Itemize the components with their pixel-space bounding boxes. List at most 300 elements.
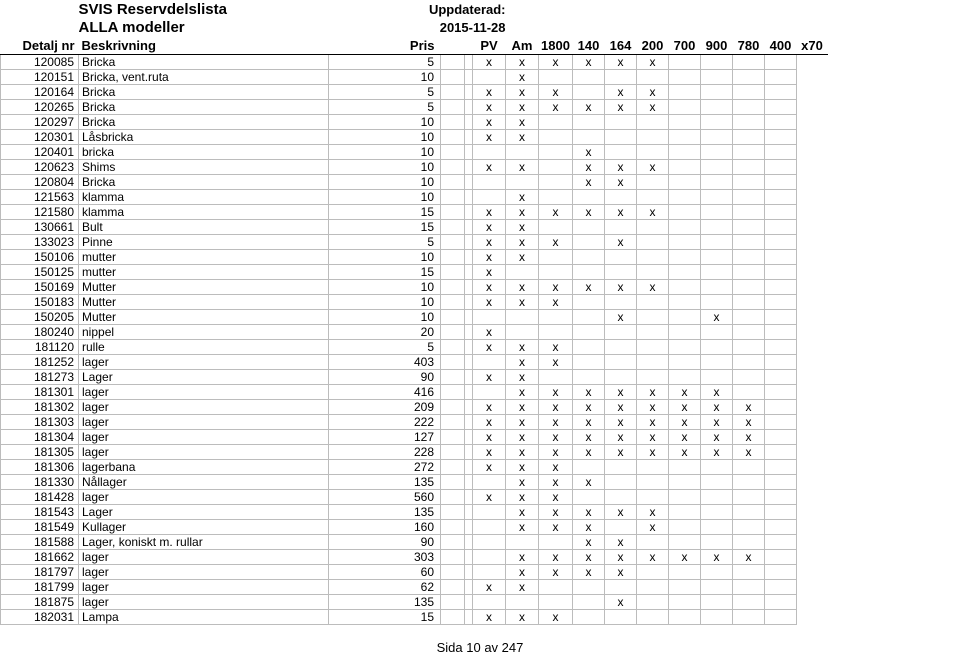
spacer-cell [441, 265, 465, 280]
model-mark-cell [765, 220, 797, 235]
model-mark-cell: x [473, 265, 506, 280]
table-row [1, 100, 858, 115]
model-mark-cell: x [473, 115, 506, 130]
model-mark-cell: x [573, 565, 605, 580]
model-mark-cell [701, 535, 733, 550]
spacer-cell [441, 115, 465, 130]
model-mark-cell [669, 610, 701, 625]
model-mark-cell [701, 265, 733, 280]
model-mark-cell: x [573, 100, 605, 115]
model-mark-cell: x [473, 130, 506, 145]
model-mark-cell [669, 355, 701, 370]
table-row [1, 130, 858, 145]
model-mark-cell: x [473, 370, 506, 385]
model-mark-cell: x [573, 475, 605, 490]
model-mark-cell [669, 100, 701, 115]
model-mark-cell [573, 70, 605, 85]
spacer-cell [465, 190, 473, 205]
model-mark-cell: x [637, 505, 669, 520]
model-mark-cell [669, 85, 701, 100]
model-mark-cell [669, 160, 701, 175]
model-mark-cell [733, 100, 765, 115]
model-mark-cell [765, 205, 797, 220]
model-mark-cell [701, 325, 733, 340]
model-mark-cell [701, 355, 733, 370]
model-mark-cell [605, 325, 637, 340]
table-body [1, 55, 858, 625]
description-cell: lager [79, 490, 329, 505]
spacer-cell [441, 355, 465, 370]
spacer-cell [441, 520, 465, 535]
spacer-cell [465, 100, 473, 115]
model-mark-cell [733, 250, 765, 265]
model-mark-cell [669, 325, 701, 340]
spacer-cell [441, 460, 465, 475]
model-mark-cell [637, 130, 669, 145]
model-mark-cell: x [473, 295, 506, 310]
model-mark-cell [669, 565, 701, 580]
model-mark-cell: x [733, 550, 765, 565]
description-cell: Bricka [79, 55, 329, 70]
model-mark-cell [637, 490, 669, 505]
part-number-cell: 181543 [1, 505, 79, 520]
model-mark-cell [669, 145, 701, 160]
model-mark-cell [701, 85, 733, 100]
model-mark-cell [605, 115, 637, 130]
model-mark-cell: x [473, 445, 506, 460]
model-mark-cell [765, 415, 797, 430]
model-mark-cell [669, 205, 701, 220]
spacer-cell [441, 400, 465, 415]
table-row [1, 325, 858, 340]
spacer-cell [441, 550, 465, 565]
description-cell: Lampa [79, 610, 329, 625]
model-mark-cell: x [605, 385, 637, 400]
model-mark-cell: x [669, 385, 701, 400]
part-number-cell: 120623 [1, 160, 79, 175]
model-mark-cell [539, 370, 573, 385]
price-cell: 62 [329, 580, 441, 595]
spacer-cell [465, 535, 473, 550]
model-mark-cell [765, 85, 797, 100]
description-cell: nippel [79, 325, 329, 340]
model-mark-cell: x [473, 490, 506, 505]
spacer-cell [465, 340, 473, 355]
model-mark-cell: x [506, 565, 539, 580]
part-number-cell: 150205 [1, 310, 79, 325]
spacer-cell [441, 130, 465, 145]
model-mark-cell [733, 340, 765, 355]
model-mark-cell: x [605, 400, 637, 415]
description-cell: lager [79, 400, 329, 415]
model-mark-cell: x [473, 280, 506, 295]
description-cell: lager [79, 355, 329, 370]
description-cell: lager [79, 430, 329, 445]
model-mark-cell [669, 370, 701, 385]
price-cell: 15 [329, 220, 441, 235]
part-number-cell: 181428 [1, 490, 79, 505]
price-cell: 90 [329, 535, 441, 550]
model-mark-cell [701, 460, 733, 475]
price-cell: 5 [329, 85, 441, 100]
description-cell: Lager, koniskt m. rullar [79, 535, 329, 550]
model-mark-cell: x [605, 205, 637, 220]
model-mark-cell [473, 520, 506, 535]
model-mark-cell [473, 145, 506, 160]
col-header-x70: x70 [797, 36, 828, 55]
model-mark-cell [765, 445, 797, 460]
model-mark-cell: x [573, 175, 605, 190]
model-mark-cell [733, 385, 765, 400]
spacer-cell [465, 475, 473, 490]
model-mark-cell [637, 580, 669, 595]
model-mark-cell [733, 310, 765, 325]
part-number-cell: 181252 [1, 355, 79, 370]
model-mark-cell [733, 205, 765, 220]
model-mark-cell: x [539, 235, 573, 250]
model-mark-cell [573, 595, 605, 610]
description-cell: klamma [79, 205, 329, 220]
model-mark-cell [573, 460, 605, 475]
model-mark-cell: x [573, 505, 605, 520]
model-mark-cell [669, 235, 701, 250]
price-cell: 60 [329, 565, 441, 580]
model-mark-cell [765, 115, 797, 130]
model-mark-cell [733, 460, 765, 475]
table-row [1, 310, 858, 325]
model-mark-cell [765, 565, 797, 580]
spacer-cell [465, 115, 473, 130]
model-mark-cell: x [637, 205, 669, 220]
model-mark-cell: x [637, 385, 669, 400]
model-mark-cell: x [733, 430, 765, 445]
table-row [1, 460, 858, 475]
table-row [1, 370, 858, 385]
description-cell: Nållager [79, 475, 329, 490]
model-mark-cell [701, 340, 733, 355]
table-row [1, 580, 858, 595]
table-row [1, 190, 858, 205]
model-mark-cell: x [473, 460, 506, 475]
model-mark-cell: x [701, 310, 733, 325]
model-mark-cell [733, 70, 765, 85]
model-mark-cell [701, 370, 733, 385]
table-row [1, 400, 858, 415]
model-mark-cell [539, 325, 573, 340]
model-mark-cell: x [637, 430, 669, 445]
part-number-cell: 181273 [1, 370, 79, 385]
model-mark-cell [765, 430, 797, 445]
model-mark-cell [733, 580, 765, 595]
model-mark-cell [765, 295, 797, 310]
model-mark-cell [701, 475, 733, 490]
model-mark-cell: x [506, 430, 539, 445]
table-row [1, 160, 858, 175]
model-mark-cell [669, 340, 701, 355]
table-row [1, 295, 858, 310]
spacer-cell [441, 55, 465, 70]
model-mark-cell: x [506, 100, 539, 115]
model-mark-cell: x [506, 355, 539, 370]
model-mark-cell [765, 145, 797, 160]
model-mark-cell [765, 610, 797, 625]
model-mark-cell [733, 535, 765, 550]
model-mark-cell [669, 115, 701, 130]
model-mark-cell [733, 610, 765, 625]
model-mark-cell: x [539, 460, 573, 475]
spacer-cell [441, 310, 465, 325]
model-mark-cell [701, 190, 733, 205]
model-mark-cell: x [473, 580, 506, 595]
model-mark-cell: x [539, 205, 573, 220]
price-cell: 560 [329, 490, 441, 505]
model-mark-cell: x [506, 370, 539, 385]
description-cell: lager [79, 595, 329, 610]
model-mark-cell [733, 190, 765, 205]
part-number-cell: 120297 [1, 115, 79, 130]
table-row [1, 595, 858, 610]
model-mark-cell [637, 310, 669, 325]
model-mark-cell: x [539, 355, 573, 370]
model-mark-cell [733, 325, 765, 340]
model-mark-cell [605, 520, 637, 535]
spacer-cell [441, 160, 465, 175]
part-number-cell: 130661 [1, 220, 79, 235]
model-mark-cell: x [573, 55, 605, 70]
model-mark-cell: x [605, 85, 637, 100]
description-cell: mutter [79, 265, 329, 280]
spacer-cell [465, 355, 473, 370]
model-mark-cell [637, 190, 669, 205]
model-mark-cell [605, 220, 637, 235]
col-header-pris: Pris [329, 36, 441, 55]
model-mark-cell: x [473, 430, 506, 445]
spacer-cell [465, 175, 473, 190]
model-mark-cell [733, 115, 765, 130]
model-mark-cell [473, 475, 506, 490]
description-cell: Bricka [79, 175, 329, 190]
model-mark-cell: x [506, 70, 539, 85]
table-row [1, 220, 858, 235]
table-row [1, 550, 858, 565]
model-mark-cell [573, 85, 605, 100]
model-mark-cell [637, 70, 669, 85]
model-mark-cell [473, 385, 506, 400]
spacer-cell [465, 550, 473, 565]
model-mark-cell: x [506, 130, 539, 145]
part-number-cell: 120401 [1, 145, 79, 160]
model-mark-cell [573, 190, 605, 205]
model-mark-cell [765, 265, 797, 280]
spacer-cell [465, 295, 473, 310]
model-mark-cell [765, 340, 797, 355]
model-mark-cell: x [605, 415, 637, 430]
price-cell: 15 [329, 205, 441, 220]
table-row [1, 280, 858, 295]
model-mark-cell: x [701, 550, 733, 565]
model-mark-cell [506, 325, 539, 340]
price-cell: 416 [329, 385, 441, 400]
model-mark-cell [539, 70, 573, 85]
model-mark-cell: x [605, 175, 637, 190]
description-cell: Mutter [79, 310, 329, 325]
spacer-cell [441, 445, 465, 460]
model-mark-cell [733, 565, 765, 580]
model-mark-cell: x [539, 280, 573, 295]
model-mark-cell [733, 55, 765, 70]
spacer-cell [441, 340, 465, 355]
model-mark-cell [733, 295, 765, 310]
model-mark-cell [701, 160, 733, 175]
model-mark-cell [765, 385, 797, 400]
model-mark-cell: x [573, 280, 605, 295]
model-mark-cell: x [473, 160, 506, 175]
spacer-cell [465, 130, 473, 145]
model-mark-cell [605, 580, 637, 595]
model-mark-cell [473, 355, 506, 370]
model-mark-cell: x [733, 400, 765, 415]
model-mark-cell: x [539, 55, 573, 70]
col-header-detaljnr: Detalj nr [1, 36, 79, 55]
col-header-1800: 1800 [539, 36, 573, 55]
table-row [1, 565, 858, 580]
model-mark-cell [765, 280, 797, 295]
model-mark-cell [733, 505, 765, 520]
part-number-cell: 121580 [1, 205, 79, 220]
model-mark-cell: x [605, 235, 637, 250]
model-mark-cell [506, 535, 539, 550]
model-mark-cell: x [573, 520, 605, 535]
spacer-cell [441, 565, 465, 580]
model-mark-cell: x [473, 100, 506, 115]
model-mark-cell: x [573, 535, 605, 550]
model-mark-cell: x [506, 460, 539, 475]
model-mark-cell: x [539, 430, 573, 445]
model-mark-cell [539, 265, 573, 280]
model-mark-cell: x [637, 55, 669, 70]
model-mark-cell [701, 505, 733, 520]
model-mark-cell [765, 490, 797, 505]
description-cell: Lager [79, 505, 329, 520]
model-mark-cell: x [506, 415, 539, 430]
model-mark-cell [765, 400, 797, 415]
price-cell: 403 [329, 355, 441, 370]
model-mark-cell [733, 475, 765, 490]
spacer-cell [441, 490, 465, 505]
model-mark-cell [573, 310, 605, 325]
spacer-cell [465, 610, 473, 625]
part-number-cell: 181306 [1, 460, 79, 475]
col-header-pv: PV [473, 36, 506, 55]
model-mark-cell [669, 265, 701, 280]
table-row [1, 490, 858, 505]
part-number-cell: 150106 [1, 250, 79, 265]
part-number-cell: 181797 [1, 565, 79, 580]
description-cell: Bricka [79, 85, 329, 100]
updated-date: 2015-11-28 [439, 19, 506, 35]
model-mark-cell [605, 130, 637, 145]
model-mark-cell [605, 610, 637, 625]
model-mark-cell: x [539, 100, 573, 115]
model-mark-cell [637, 175, 669, 190]
spacer-cell [465, 505, 473, 520]
spacer-cell [441, 475, 465, 490]
description-cell: lager [79, 550, 329, 565]
model-mark-cell [637, 565, 669, 580]
model-mark-cell: x [605, 505, 637, 520]
spacer-cell [441, 235, 465, 250]
model-mark-cell [765, 310, 797, 325]
description-cell: lager [79, 580, 329, 595]
model-mark-cell: x [701, 445, 733, 460]
spacer-cell [465, 235, 473, 250]
model-mark-cell [765, 505, 797, 520]
price-cell: 10 [329, 115, 441, 130]
model-mark-cell [765, 370, 797, 385]
description-cell: lager [79, 385, 329, 400]
part-number-cell: 181549 [1, 520, 79, 535]
model-mark-cell [573, 370, 605, 385]
table-row [1, 535, 858, 550]
description-cell: lager [79, 445, 329, 460]
model-mark-cell [669, 535, 701, 550]
model-mark-cell [669, 580, 701, 595]
model-mark-cell [473, 505, 506, 520]
spacer-cell [465, 595, 473, 610]
model-mark-cell: x [506, 295, 539, 310]
model-mark-cell [765, 355, 797, 370]
model-mark-cell [605, 250, 637, 265]
model-mark-cell [605, 265, 637, 280]
model-mark-cell: x [669, 415, 701, 430]
model-mark-cell [637, 475, 669, 490]
description-cell: lagerbana [79, 460, 329, 475]
model-mark-cell [765, 460, 797, 475]
description-cell: Låsbricka [79, 130, 329, 145]
spacer-cell [441, 415, 465, 430]
model-mark-cell: x [539, 610, 573, 625]
price-cell: 10 [329, 280, 441, 295]
model-mark-cell [765, 250, 797, 265]
part-number-cell: 120085 [1, 55, 79, 70]
model-mark-cell [733, 490, 765, 505]
table-row [1, 145, 858, 160]
model-mark-cell: x [539, 475, 573, 490]
model-mark-cell [669, 55, 701, 70]
model-mark-cell [669, 490, 701, 505]
price-cell: 10 [329, 295, 441, 310]
model-mark-cell [473, 595, 506, 610]
model-mark-cell [669, 250, 701, 265]
model-mark-cell [605, 295, 637, 310]
model-mark-cell: x [605, 280, 637, 295]
part-number-cell: 181330 [1, 475, 79, 490]
part-number-cell: 181588 [1, 535, 79, 550]
model-mark-cell [701, 295, 733, 310]
model-mark-cell [669, 310, 701, 325]
table-row [1, 520, 858, 535]
model-mark-cell: x [473, 610, 506, 625]
model-mark-cell: x [539, 550, 573, 565]
price-cell: 135 [329, 475, 441, 490]
model-mark-cell [733, 175, 765, 190]
model-mark-cell [473, 310, 506, 325]
price-cell: 127 [329, 430, 441, 445]
model-mark-cell [605, 355, 637, 370]
model-mark-cell: x [473, 55, 506, 70]
part-number-cell: 120164 [1, 85, 79, 100]
model-mark-cell [701, 565, 733, 580]
